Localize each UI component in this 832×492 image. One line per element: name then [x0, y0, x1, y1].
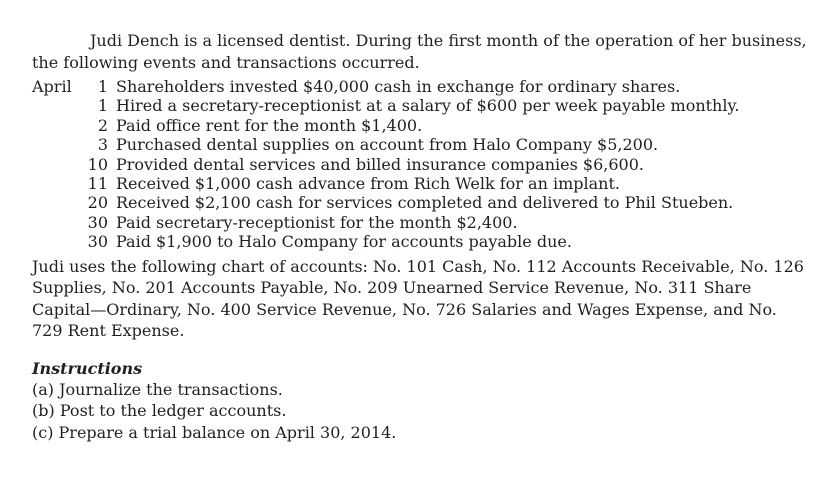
transaction-day: 1: [97, 96, 108, 116]
transaction-text: Purchased dental supplies on account from Halo Company $5,200.: [116, 135, 659, 155]
transaction-row: [32, 213, 812, 232]
transaction-day: 30: [87, 232, 108, 252]
transaction-text: Shareholders invested $40,000 cash in exchange for ordinary shares.: [116, 77, 681, 96]
instruction-item: (b) Post to the ledger accounts.: [32, 401, 287, 421]
transaction-day: 2: [97, 115, 108, 135]
transaction-text: Paid secretary-receptionist for the month $2,400.: [116, 212, 518, 232]
transaction-row: [32, 232, 812, 251]
problem-document: [32, 30, 812, 443]
transaction-text: Hired a secretary-receptionist at a salary of $600 per week payable monthly.: [116, 96, 740, 116]
transaction-row: [32, 155, 812, 174]
instruction-item: (c) Prepare a trial balance on April 30, 2014.: [32, 422, 397, 442]
instructions-section: [32, 358, 812, 444]
month-label: April: [32, 77, 72, 96]
transaction-day: 3: [97, 135, 108, 155]
chart-of-accounts-paragraph: Judi uses the following chart of accounts: No. 101 Cash, No. 112 Accounts Receivable, No. 126 Supplies, No. 201 Accounts Payable, No. 209 Unearned Service Revenue, No. 311 Share Capital—Ordinary, No. 400 Service Revenue, No. 726 Salaries and Wages Expense, and No. 729 Rent Expense.: [32, 256, 804, 341]
transaction-day: 11: [87, 174, 108, 194]
transaction-row: [32, 96, 812, 115]
transaction-day: 10: [87, 154, 108, 174]
transaction-text: Received $1,000 cash advance from Rich Welk for an implant.: [116, 174, 620, 194]
transaction-day: 1: [97, 77, 108, 96]
transaction-row: [32, 193, 812, 212]
transaction-text: Paid $1,900 to Halo Company for accounts payable due.: [116, 232, 572, 252]
transaction-row: [32, 116, 812, 135]
intro-block: [32, 30, 812, 73]
transaction-row: [32, 174, 812, 193]
instruction-item: (a) Journalize the transactions.: [32, 379, 283, 399]
transaction-list: [32, 77, 812, 252]
transaction-row: [32, 135, 812, 154]
transaction-text: Paid office rent for the month $1,400.: [116, 115, 423, 135]
transaction-day: 30: [87, 212, 108, 232]
transaction-text: Received $2,100 cash for services completed and delivered to Phil Stueben.: [116, 193, 734, 213]
intro-paragraph: Judi Dench is a licensed dentist. During the first month of the operation of her business, the following events and transactions occurred.: [32, 31, 807, 72]
transaction-row: [32, 77, 812, 96]
transaction-day: 20: [87, 193, 108, 213]
transaction-text: Provided dental services and billed insurance companies $6,600.: [116, 154, 644, 174]
instructions-heading: Instructions: [32, 358, 143, 378]
